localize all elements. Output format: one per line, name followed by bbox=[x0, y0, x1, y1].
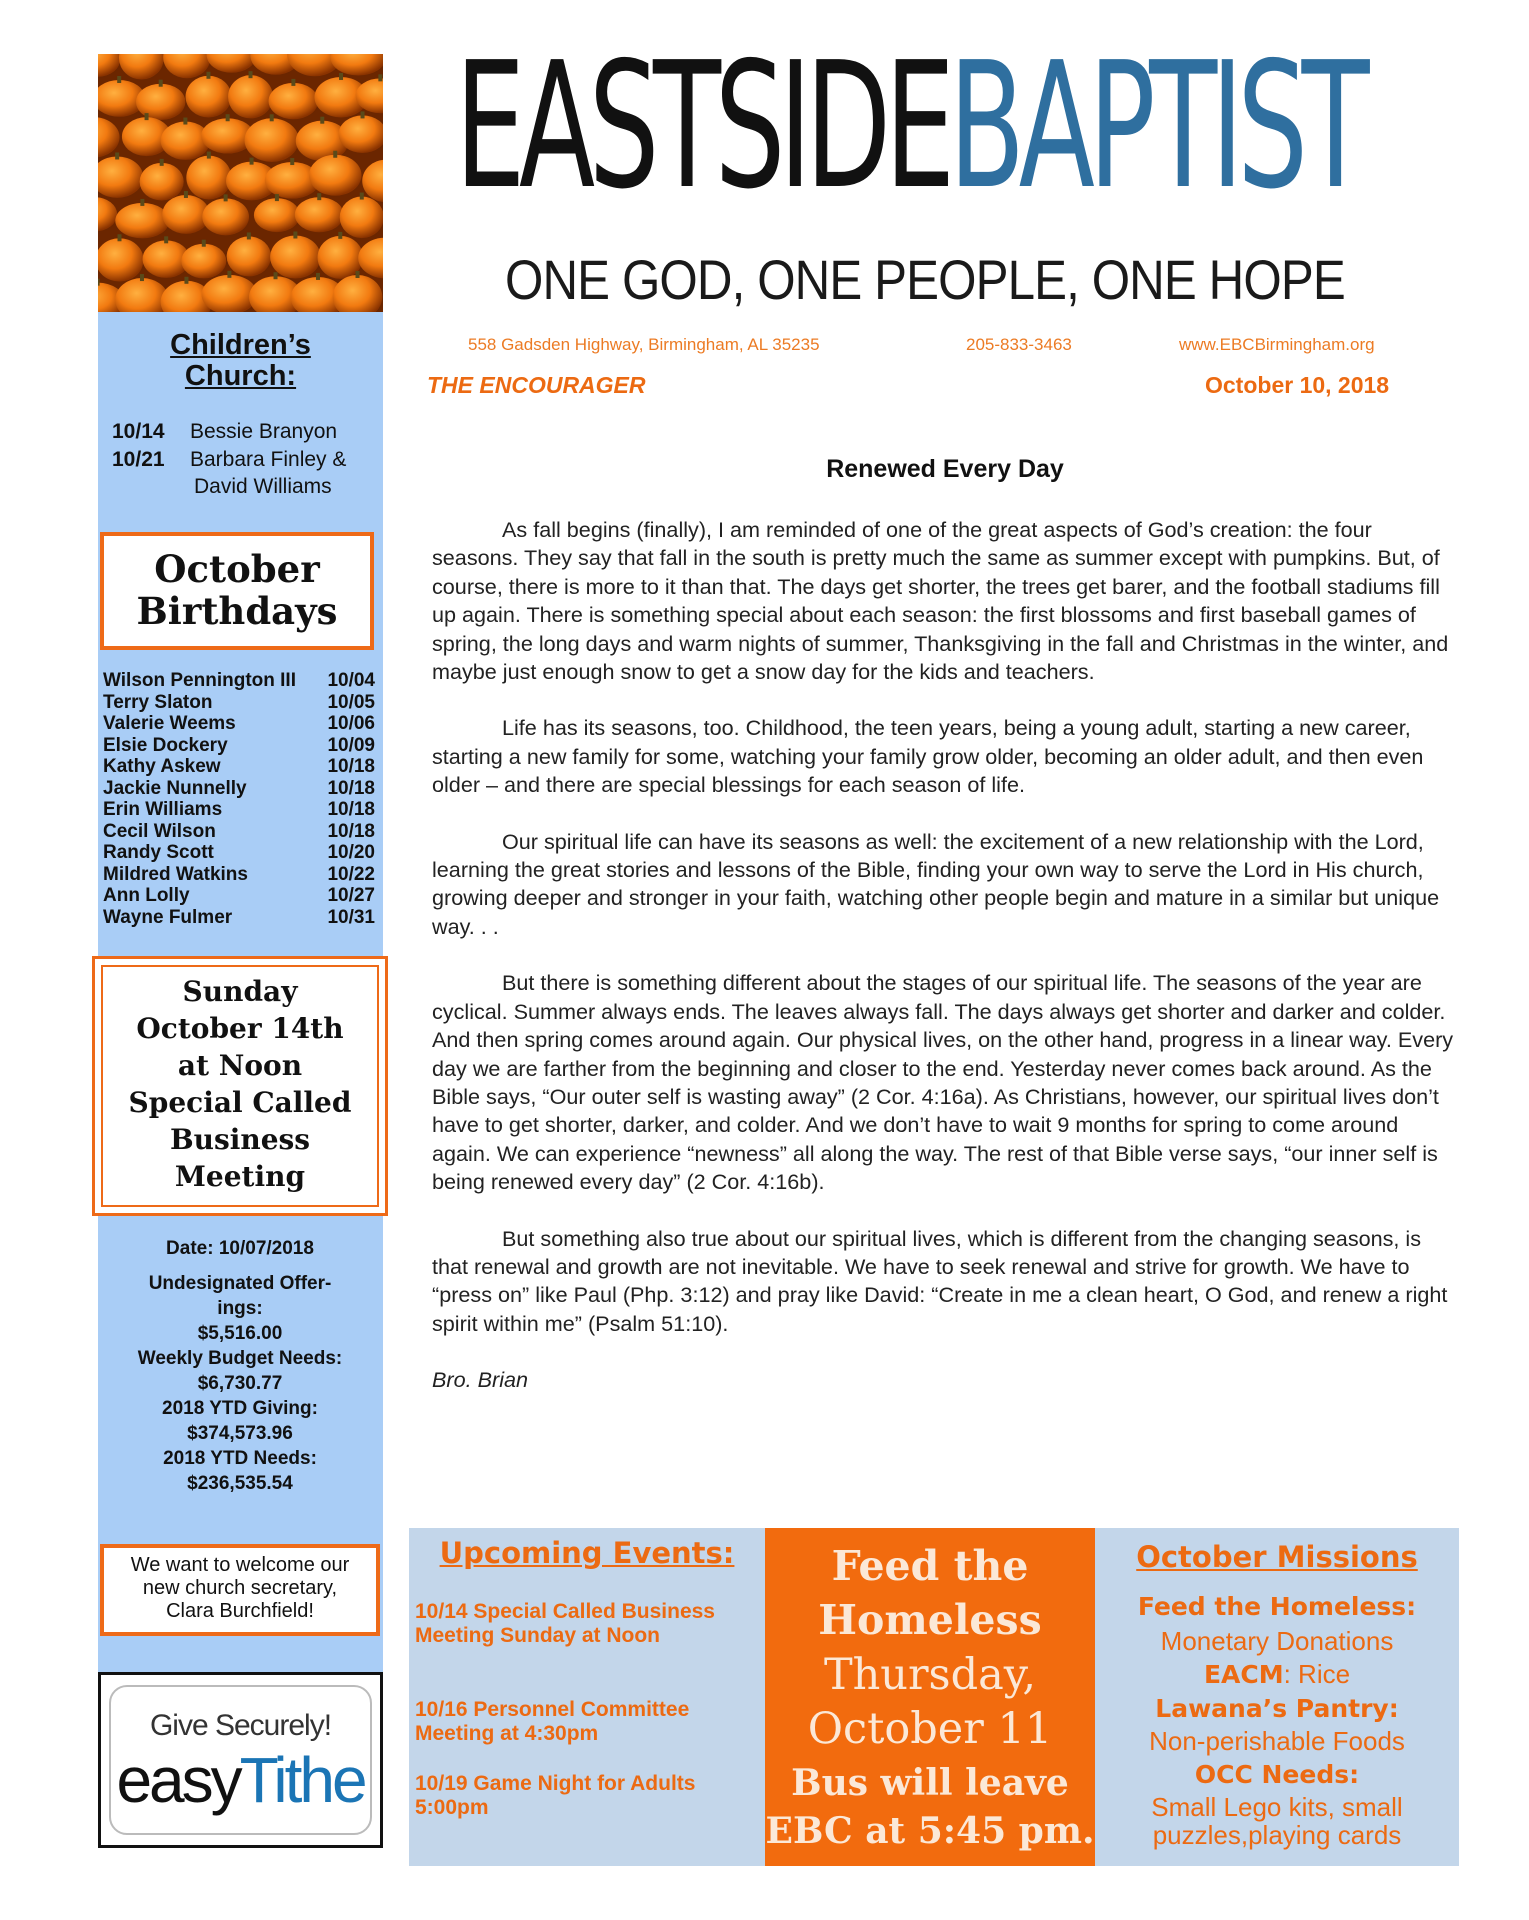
mission-heading: Feed the Homeless: bbox=[1137, 1592, 1417, 1621]
pumpkin-stem bbox=[159, 80, 163, 87]
mission-heading: OCC Needs: bbox=[1194, 1760, 1360, 1789]
pumpkin-stem bbox=[164, 236, 168, 243]
birthday-name: Wayne Fulmer bbox=[103, 906, 233, 928]
pumpkin-stem bbox=[224, 194, 228, 201]
logo-easy: easy bbox=[116, 1744, 240, 1816]
birthday-name: Wilson Pennington III bbox=[103, 670, 296, 691]
event-item: 10/14 Special Called Business Meeting Sunday at Noon bbox=[415, 1600, 715, 1647]
pumpkin-stem bbox=[206, 72, 210, 79]
offering-date: Date: 10/07/2018 bbox=[166, 1238, 314, 1259]
birthday-date: 10/18 bbox=[327, 820, 375, 842]
pumpkin-stem bbox=[316, 273, 320, 280]
pumpkin-stem bbox=[378, 74, 382, 81]
pumpkin-shape bbox=[309, 155, 361, 196]
give-securely-text: Give Securely! bbox=[149, 1709, 332, 1742]
birthday-date: 10/22 bbox=[327, 863, 375, 885]
pumpkin-stem bbox=[202, 240, 206, 247]
pumpkin-shape bbox=[269, 83, 319, 119]
cc-date: 10/21 bbox=[112, 448, 165, 471]
church-phone: 205-833-3463 bbox=[966, 335, 1072, 354]
birthday-date: 10/31 bbox=[327, 906, 375, 928]
pumpkin-shape bbox=[186, 156, 231, 200]
pumpkin-stem bbox=[115, 152, 119, 159]
childrens-church-title-line2: Church: bbox=[184, 360, 297, 392]
pumpkins-photo bbox=[98, 54, 383, 312]
article-paragraph: As fall begins (finally), I am reminded of one of the great aspects of God’s creation: the four seasons. They say that fall in the south is pretty much the same as summer except with pumpkins. But, of course, there is more to it than that. The days get shorter, the trees get barer, and the football stadiums fill up again. There is something special about each season: the first blossoms and first baseball games of spring, the long days and warm nights of summer, Thanksgiving in the fall and Christmas in the winter, and maybe just enough snow to get a snow day for the kids and teachers. bbox=[432, 517, 1449, 685]
pumpkin-stem bbox=[140, 199, 144, 206]
homeless-line: October 11 bbox=[807, 1704, 1053, 1754]
birthday-row bbox=[103, 842, 375, 864]
birthday-row bbox=[103, 885, 375, 907]
birthday-row bbox=[103, 692, 375, 714]
mission-detail: Small Lego kits, small bbox=[1151, 1792, 1403, 1822]
offering-label: Undesignated Offer- bbox=[148, 1273, 332, 1294]
pumpkin-shape bbox=[295, 197, 344, 232]
offering-label: Weekly Budget Needs: bbox=[137, 1348, 343, 1369]
pumpkin-shape bbox=[245, 118, 299, 162]
offerings-summary bbox=[100, 1236, 380, 1496]
birthdays-title bbox=[104, 548, 370, 632]
welcome-line: Clara Burchfield! bbox=[166, 1600, 314, 1622]
pumpkin-stem bbox=[361, 111, 365, 118]
pumpkin-stem bbox=[98, 279, 100, 286]
pumpkin-shape bbox=[340, 197, 383, 239]
meeting-line: Sunday bbox=[182, 975, 298, 1008]
article-paragraph: But there is something different about the stages of our spiritual life. The seasons of the year are cyclical. Summer always ends. The leaves always fall. The days always get shorter and darker and colder. And then spring comes around again. Our physical lives, on the other hand, progress in a linear way. Every day we are farther from the beginning and closer to the end. Yesterday never comes back around. As the Bible says, “Our outer self is wasting away” (2 Cor. 4:16a). As Christians, however, our spiritual lives don’t have to get shorter, darker, and colder. And we don’t have to wait 9 months for spring to come around again. We can experience “newness” all along the way. The rest of that Bible verse says, “our inner self is being renewed every day” (2 Cor. 4:16b). bbox=[432, 970, 1454, 1195]
pumpkin-stem bbox=[117, 76, 121, 83]
birthday-name: Ann Lolly bbox=[103, 885, 190, 906]
welcome-line: We want to welcome our bbox=[130, 1554, 350, 1576]
pumpkin-stem bbox=[293, 231, 297, 238]
birthday-row bbox=[103, 735, 375, 757]
birthday-name: Elsie Dockery bbox=[103, 734, 228, 756]
homeless-line: Homeless bbox=[818, 1596, 1042, 1644]
easytithe-inner[interactable] bbox=[109, 1685, 372, 1835]
pumpkin-shape bbox=[202, 198, 249, 235]
homeless-line: Bus will leave bbox=[791, 1762, 1069, 1804]
easytithe-button[interactable] bbox=[98, 1672, 383, 1848]
birthday-name: Mildred Watkins bbox=[103, 863, 248, 885]
pumpkin-stem bbox=[320, 117, 324, 124]
pumpkin-stem bbox=[227, 271, 231, 278]
pumpkin-shape bbox=[115, 203, 169, 238]
business-meeting-box bbox=[92, 956, 388, 1216]
october-missions-panel bbox=[1095, 1528, 1459, 1866]
article-paragraph: Life has its seasons, too. Childhood, the teen years, being a young adult, starting a new career, starting a new family for some, watching your family grow older, becoming an older adult, and then even older – and there are special blessings for each season of life. bbox=[432, 715, 1424, 798]
birthday-list bbox=[103, 670, 375, 928]
birthday-date: 10/27 bbox=[327, 885, 375, 906]
welcome-box bbox=[100, 1544, 380, 1636]
birthday-row bbox=[103, 756, 375, 778]
birthday-name: Valerie Weems bbox=[103, 713, 236, 734]
birthdays-title-line2: Birthdays bbox=[136, 589, 338, 633]
mission-heading: EACM bbox=[1203, 1660, 1284, 1689]
offering-value: $236,535.54 bbox=[187, 1473, 293, 1494]
masthead bbox=[455, 25, 1455, 228]
tagline: ONE GOD, ONE PEOPLE, ONE HOPE bbox=[505, 248, 1345, 311]
church-name-blue: BAPTIST bbox=[948, 25, 1364, 228]
birthday-date: 10/04 bbox=[327, 670, 375, 691]
pumpkin-stem bbox=[356, 271, 360, 278]
church-website-link[interactable]: www.EBCBirmingham.org bbox=[1179, 335, 1375, 354]
business-meeting-text bbox=[95, 973, 385, 1195]
birthday-name: Kathy Askew bbox=[103, 756, 221, 777]
birthday-date: 10/09 bbox=[327, 734, 375, 756]
cc-date: 10/14 bbox=[112, 420, 165, 443]
childrens-church-title bbox=[98, 330, 383, 392]
newsletter-name: THE ENCOURAGER bbox=[427, 372, 646, 398]
pumpkin-shape bbox=[136, 84, 185, 120]
birthday-row bbox=[103, 778, 375, 800]
pumpkin-stem bbox=[226, 114, 230, 121]
event-item: 10/19 Game Night for Adults 5:00pm bbox=[415, 1772, 696, 1819]
pumpkin-shape bbox=[254, 198, 300, 232]
pumpkin-shape bbox=[181, 244, 226, 279]
birthdays-title-line1: October bbox=[154, 547, 320, 591]
childrens-church-entry bbox=[194, 473, 332, 500]
birthday-row bbox=[103, 799, 375, 821]
childrens-church-list bbox=[98, 418, 383, 508]
childrens-church-entry bbox=[112, 418, 337, 445]
church-name-dark: EASTSIDE bbox=[455, 25, 949, 228]
offering-label: 2018 YTD Giving: bbox=[162, 1398, 318, 1419]
pumpkin-stem bbox=[250, 158, 254, 165]
childrens-church-title-line1: Children’s bbox=[170, 329, 311, 361]
issue-date: October 10, 2018 bbox=[1205, 372, 1390, 398]
event-item: 10/16 Personnel Committee Meeting at 4:30pm bbox=[415, 1698, 690, 1745]
birthday-row bbox=[103, 670, 375, 692]
pumpkins-image bbox=[98, 54, 383, 312]
church-name bbox=[455, 25, 1364, 228]
article-body bbox=[432, 516, 1462, 1423]
article-title: Renewed Every Day bbox=[826, 455, 1064, 483]
pumpkin-stem bbox=[249, 71, 253, 78]
mission-detail: puzzles,playing cards bbox=[1152, 1820, 1402, 1850]
mission-eacm bbox=[1095, 1659, 1459, 1690]
pumpkin-stem bbox=[274, 272, 278, 279]
upcoming-events-panel bbox=[409, 1528, 765, 1866]
pumpkin-shape bbox=[227, 236, 271, 276]
homeless-line: EBC at 5:45 pm. bbox=[765, 1810, 1095, 1852]
meeting-line: at Noon bbox=[177, 1049, 303, 1082]
childrens-church-entry bbox=[112, 446, 346, 473]
birthday-row bbox=[103, 864, 375, 886]
birthday-name: Randy Scott bbox=[103, 842, 214, 863]
birthday-date: 10/06 bbox=[327, 713, 375, 734]
pumpkin-stem bbox=[207, 152, 211, 159]
pumpkin-stem bbox=[290, 158, 294, 165]
pumpkin-stem bbox=[338, 232, 342, 239]
offering-label: ings: bbox=[217, 1298, 263, 1319]
article-paragraph: But something also true about our spiritual lives, which is different from the changing seasons, is that renewal and growth are not inevitable. We have to seek renewal and strive for growth. We have to “press on” like Paul (Php. 3:12) and pray like David: “Create in me a clean heart, O God, and renew a right spirit within me” (Psalm 51:10). bbox=[432, 1225, 1448, 1336]
birthday-row bbox=[103, 713, 375, 735]
birthday-date: 10/18 bbox=[327, 777, 375, 799]
meeting-line: Special Called bbox=[128, 1086, 352, 1119]
church-address: 558 Gadsden Highway, Birmingham, AL 35235 bbox=[468, 335, 820, 354]
pumpkin-stem bbox=[270, 114, 274, 121]
missions-title: October Missions bbox=[1136, 1540, 1418, 1574]
pumpkin-stem bbox=[339, 73, 343, 80]
pumpkin-stem bbox=[247, 232, 251, 239]
homeless-line: Thursday, bbox=[823, 1650, 1037, 1700]
mission-detail: : Rice bbox=[1283, 1659, 1351, 1689]
birthdays-title-box bbox=[100, 532, 374, 650]
pumpkin-stem bbox=[360, 193, 364, 200]
mission-detail: Non-perishable Foods bbox=[1149, 1726, 1405, 1756]
easytithe-logo bbox=[111, 1745, 370, 1815]
cc-names: David Williams bbox=[194, 475, 332, 498]
pumpkin-shape bbox=[140, 163, 184, 201]
pumpkin-shape bbox=[270, 235, 320, 278]
feed-homeless-panel bbox=[765, 1528, 1095, 1866]
cc-names: Barbara Finley & bbox=[190, 448, 347, 471]
childrens-church-section bbox=[98, 330, 383, 392]
birthday-date: 10/18 bbox=[327, 799, 375, 820]
mission-detail: Monetary Donations bbox=[1160, 1626, 1394, 1656]
pumpkin-shape bbox=[186, 76, 232, 118]
birthday-name: Cecil Wilson bbox=[103, 820, 216, 842]
pumpkin-stem bbox=[317, 193, 321, 200]
pumpkin-stem bbox=[333, 151, 337, 158]
article-signature: Bro. Brian bbox=[432, 1367, 529, 1393]
offering-value: $5,516.00 bbox=[197, 1323, 283, 1344]
pumpkin-stem bbox=[145, 113, 149, 120]
meeting-line: October 14th bbox=[136, 1012, 344, 1045]
pumpkin-stem bbox=[291, 79, 295, 86]
homeless-line: Feed the bbox=[831, 1542, 1029, 1590]
birthday-row bbox=[103, 821, 375, 843]
pumpkin-stem bbox=[184, 191, 188, 198]
pumpkin-shape bbox=[228, 75, 273, 118]
birthday-date: 10/20 bbox=[327, 842, 375, 863]
cc-names: Bessie Branyon bbox=[190, 420, 338, 443]
pumpkin-stem bbox=[275, 194, 279, 201]
pumpkin-stem bbox=[140, 274, 144, 281]
pumpkin-stem bbox=[183, 118, 187, 125]
meeting-line: Meeting bbox=[174, 1160, 306, 1193]
pumpkin-stem bbox=[118, 234, 122, 241]
mission-heading: Lawana’s Pantry: bbox=[1155, 1694, 1399, 1723]
upcoming-events-title: Upcoming Events: bbox=[439, 1536, 735, 1570]
pumpkin-stem bbox=[160, 159, 164, 166]
birthday-date: 10/18 bbox=[327, 756, 375, 777]
birthday-name: Terry Slaton bbox=[103, 691, 213, 713]
welcome-line: new church secretary, bbox=[142, 1577, 338, 1599]
offering-label: 2018 YTD Needs: bbox=[163, 1448, 317, 1469]
pumpkin-stem bbox=[184, 277, 188, 284]
meeting-line: Business bbox=[169, 1123, 311, 1156]
birthday-date: 10/05 bbox=[327, 691, 375, 713]
birthday-row bbox=[103, 907, 375, 929]
birthday-name: Erin Williams bbox=[103, 799, 223, 820]
offering-value: $6,730.77 bbox=[197, 1373, 283, 1394]
article-paragraph: Our spiritual life can have its seasons as well: the excitement of a new relationship with the Lord, learning the great stories and lessons of the Bible, finding your own way to serve the Lord in His church, growing deeper and stronger in your faith, watching other people begin and mature in a similar but unique way. . . bbox=[432, 828, 1440, 939]
offering-value: $374,573.96 bbox=[187, 1423, 293, 1444]
birthday-name: Jackie Nunnelly bbox=[103, 777, 247, 799]
logo-tithe: Tithe bbox=[239, 1744, 365, 1816]
